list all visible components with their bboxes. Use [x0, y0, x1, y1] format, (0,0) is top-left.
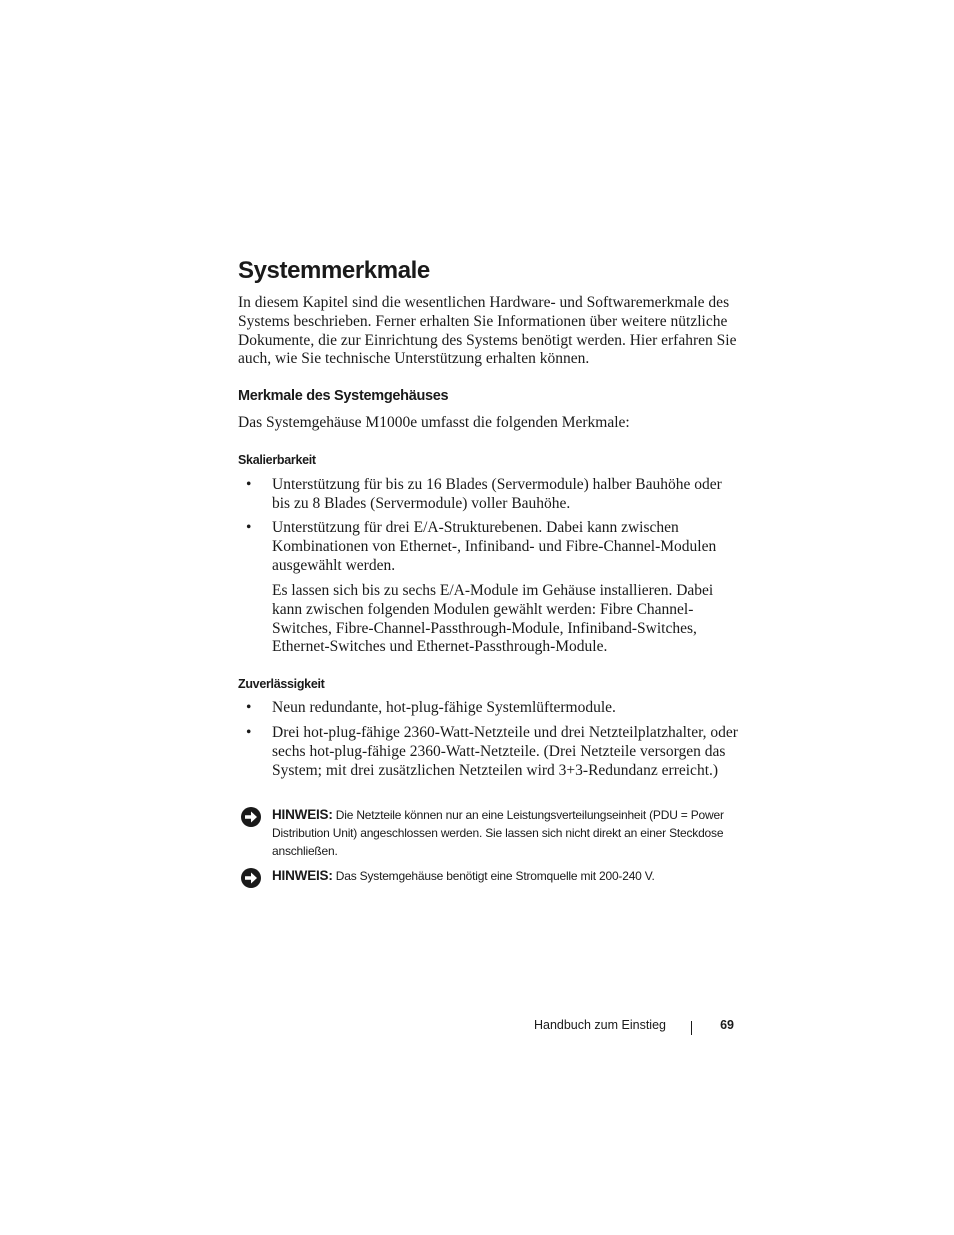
intro-paragraph: In diesem Kapitel sind die wesentlichen Hardware- und Softwaremerkmale des Systems beschrieben. Ferner erhalten Sie Informationen über weitere nützliche Dokumente, die zur Einrichtung des Systems benötigt werden. Hier erfahren Sie auch, wie Sie technische Unterstützung erhalten können. [238, 294, 737, 368]
page-number: 69 [720, 1018, 734, 1032]
bullet-marker: • [246, 724, 252, 741]
notice-body: Die Netzteile können nur an eine Leistungsverteilungseinheit (PDU = Power Distribution Unit) angeschlossen werden. Sie lassen sich nicht direkt an einer Steckdose anschließen. [272, 808, 724, 858]
page-footer [500, 1018, 738, 1038]
notice-label: HINWEIS: [272, 868, 333, 883]
bullet-marker: • [246, 476, 252, 493]
notice-label: HINWEIS: [272, 807, 333, 822]
scalability-extra-paragraph: Es lassen sich bis zu sechs E/A-Module im Gehäuse installieren. Dabei kann zwischen folgenden Modulen gewählt werden: Fibre Channel-Switches, Fibre-Channel-Passthrough-Module, Infiniband-Switches, Ethernet-Switches und Ethernet-Passthrough-Module. [272, 582, 714, 656]
list-item-text: Neun redundante, hot-plug-fähige Systemlüftermodule. [272, 699, 616, 716]
notice-text [272, 806, 738, 860]
section-heading: Merkmale des Systemgehäuses [238, 388, 449, 404]
notice-arrow-icon [240, 806, 262, 828]
list-item-text: Unterstützung für bis zu 16 Blades (Servermodule) halber Bauhöhe oder bis zu 8 Blades (Servermodule) voller Bauhöhe. [272, 476, 722, 512]
footer-separator [691, 1021, 692, 1035]
notice-arrow-icon [240, 867, 262, 889]
notice-text [272, 867, 738, 885]
footer-title: Handbuch zum Einstieg [533, 1018, 666, 1032]
reliability-heading: Zuverlässigkeit [238, 677, 325, 691]
scalability-heading: Skalierbarkeit [238, 453, 316, 467]
list-item-text: Unterstützung für drei E/A-Strukturebenen. Dabei kann zwischen Kombinationen von Ethernet-, Infiniband- und Fibre-Channel-Modulen ausgewählt werden. [272, 519, 717, 574]
section-lead: Das Systemgehäuse M1000e umfasst die folgenden Merkmale: [238, 414, 630, 431]
bullet-marker: • [246, 519, 252, 536]
notice-body: Das Systemgehäuse benötigt eine Stromquelle mit 200-240 V. [335, 869, 655, 883]
list-item-text: Drei hot-plug-fähige 2360-Watt-Netzteile und drei Netzteilplatzhalter, oder sechs hot-plug-fähige 2360-Watt-Netzteile. (Drei Netzteile versorgen das System; mit drei zusätzlichen Netzteilen wird 3+3-Redundanz erreicht.) [272, 724, 738, 779]
page-heading: Systemmerkmale [238, 257, 430, 284]
bullet-marker: • [246, 699, 252, 716]
